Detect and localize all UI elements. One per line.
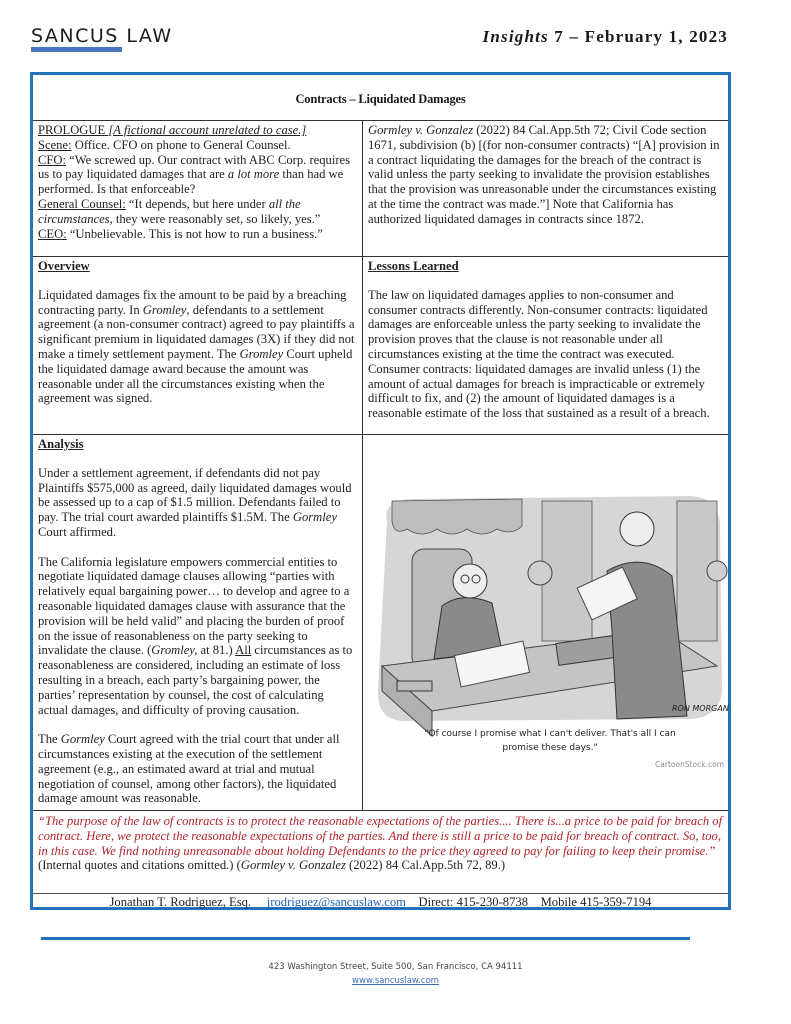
cartoon-caption-line1: "Of course I promise what I can't deliver. That's all I can: [424, 729, 676, 739]
quote-cite: (2022) 84 Cal.App.5th 72, 89.): [345, 858, 506, 873]
prologue-note: [A fictional account unrelated to case.]: [108, 123, 307, 137]
lessons-cell: [363, 257, 728, 434]
analysis-paragraph-3: [38, 732, 357, 806]
gc-emphasis: all the circumstances: [38, 196, 301, 226]
analysis-text: at 81.): [197, 643, 236, 658]
overview-text: Liquidated damages fix the amount to be paid by a breaching contracting party. In: [38, 287, 347, 317]
author-email-link[interactable]: jrodriguez@sancuslaw.com: [266, 895, 406, 909]
analysis-text: Court affirmed.: [38, 524, 117, 539]
citation-case: Gormley v. Gonzalez: [368, 123, 474, 137]
author-name: Jonathan T. Rodriguez, Esq.: [109, 895, 252, 909]
cfo-emphasis: a lot more: [227, 167, 280, 182]
citation-text: (2022) 84 Cal.App.5th 72; Civil Code section 1671, subdivision (b) [(for non-consumer contracts) “[A] provision in a contract liquidating the damages for the breach of the contract is valid unless the party seeking to invalidate the provision establishes that the provision was unreasonable under the circumstances existing at the time the contract was made.”] Note that California has authorized liquidated damages in contracts since 1872.: [368, 123, 720, 226]
cfo-label: CFO:: [38, 152, 66, 167]
cfo-text: “We screwed up. Our contract with ABC Corp. requires us to pay liquidated damages that are: [38, 152, 351, 182]
overview-case-name: Gromley: [239, 346, 284, 361]
analysis-emphasis: All: [235, 643, 252, 658]
footer: [0, 960, 791, 988]
ceo-label: CEO:: [38, 226, 67, 241]
ceo-text: “Unbelievable. This is not how to run a business.”: [66, 226, 323, 241]
issue-series: Insights: [482, 27, 549, 46]
overview-text: Court upheld the liquidated damage award because the amount was reasonable under all the circumstances existing when the agreement was signed.: [38, 346, 353, 406]
firm-logo: [31, 26, 173, 46]
cfo-text-end: than had we performed. Is that enforceable?: [38, 167, 344, 197]
overview-heading: Overview: [38, 259, 90, 273]
contact-row: [33, 894, 728, 910]
cartoon-credit: CartoonStock.com: [655, 760, 724, 769]
cartoon-illustration: [372, 491, 729, 771]
quote-case-name: Gormley v. Gonzalez: [240, 858, 346, 873]
lessons-heading: Lessons Learned: [368, 259, 459, 273]
citation-cell: [363, 121, 728, 256]
prologue-cell: [33, 121, 362, 256]
overview-cell: [33, 257, 362, 434]
analysis-paragraph-2: [38, 555, 357, 718]
rosette-right: [707, 561, 727, 581]
standing-man-head: [620, 512, 654, 546]
footer-website-link[interactable]: www.sancuslaw.com: [352, 976, 439, 986]
rosette-left: [528, 561, 552, 585]
analysis-text: Court agreed with the trial court that under all circumstances existing at the execution of the settlement agreement (e.g., an estimated award at trial and mutual negotiation of counsel, among other factors), the liquidated damage amount was reasonable.: [38, 732, 340, 806]
footer-address: 423 Washington Street, Suite 500, San Francisco, CA 94111: [268, 962, 523, 972]
analysis-text: The: [38, 732, 61, 747]
seated-man-head: [453, 564, 487, 598]
cartoon-caption-line2: promise these days.": [502, 743, 598, 753]
issue-date: 7 – February 1, 2023: [548, 27, 728, 46]
pen-holder: [397, 681, 432, 691]
lessons-text: The law on liquidated damages applies to non-consumer and consumer contracts differently. Non-consumer contracts: liquidated damages are enforceable unless the party seeking to invalidate the provision proves that the clause is not reasonable under all circumstances existing at the time the contract was executed. Consumer contracts: liquidated damages are invalid unless (1) the amount of actual damages for breach is impracticable or extremely difficult to fix, and (2) the amount of liquidated damages is a reasonable estimate of the loss that sustained as a result of a breach.: [368, 287, 710, 421]
direct-phone: Direct: 415-230-8738: [418, 895, 528, 909]
gc-text-end: , they were reasonably set, so likely, yes.”: [109, 211, 321, 226]
analysis-text: Under a settlement agreement, if defendants did not pay Plaintiffs $575,000 as agreed, daily liquidated damages would be assessed up to a cap of $1.5 million. Defendants failed to pay. The trial court awarded plaintiffs $1.5M. The: [38, 465, 352, 525]
analysis-case-name: Gromley,: [151, 643, 198, 658]
gc-text: “It depends, but here under: [125, 196, 269, 211]
cartoon-signature: RON MORGAN: [672, 704, 729, 713]
analysis-case-name: Gormley: [60, 732, 105, 747]
scene-label: Scene:: [38, 137, 72, 152]
quote-note: (Internal quotes and citations omitted.) (: [38, 858, 241, 873]
footer-divider: [41, 937, 690, 940]
closing-quote-cell: [33, 811, 728, 893]
curtain-valance: [392, 499, 522, 534]
logo-text: SANCUS LAW: [31, 25, 173, 47]
analysis-case-name: Gormley: [292, 510, 337, 525]
title-row: [33, 75, 728, 121]
scene-text: Office. CFO on phone to General Counsel.: [71, 137, 291, 152]
analysis-text: circumstances as to reasonableness are considered, including an estimate of loss resulting in a breach, each party’s bargaining power, the parties’ representation by counsel, the cost of calculating actual damages, and difficulty of proving causation.: [38, 643, 353, 717]
logo-underline-bar: [31, 47, 122, 52]
gc-label: General Counsel:: [38, 196, 126, 211]
document-title: Contracts – Liquidated Damages: [295, 92, 466, 106]
overview-text: , defendants to a settlement agreement (a non-consumer contract) agreed to pay plaintiffs a significant premium in liquidated damages (3X) if they did not make a timely settlement payment. The: [38, 302, 355, 361]
issue-heading: [483, 27, 728, 47]
analysis-text: The California legislature empowers commercial entities to negotiate liquidated damage clauses allowing “parties with relatively equal bargaining power… to develop and agree to a reasonable liquidated damages clause with assurance that the provision will be held valid” and placing the burden of proof on the issue of reasonableness on the party seeking to invalidate the clause. (: [38, 554, 350, 658]
analysis-heading: Analysis: [38, 437, 84, 451]
prologue-label: PROLOGUE: [38, 123, 106, 137]
mobile-phone: Mobile 415-359-7194: [540, 895, 652, 909]
analysis-paragraph-1: [38, 466, 357, 540]
analysis-cell: [33, 435, 362, 810]
overview-case-name: Gromley: [142, 302, 187, 317]
court-quote: “The purpose of the law of contracts is to protect the reasonable expectations of the parties.... There is...a price to be paid for breach of contract. Here, we protect the reasonable expectations of the parties. And there is still a price to be paid for breach of contract. So, too, in this case. We find nothing unreasonable about holding Defendants to the price they agreed to pay for failing to keep their promise.”: [38, 814, 723, 858]
